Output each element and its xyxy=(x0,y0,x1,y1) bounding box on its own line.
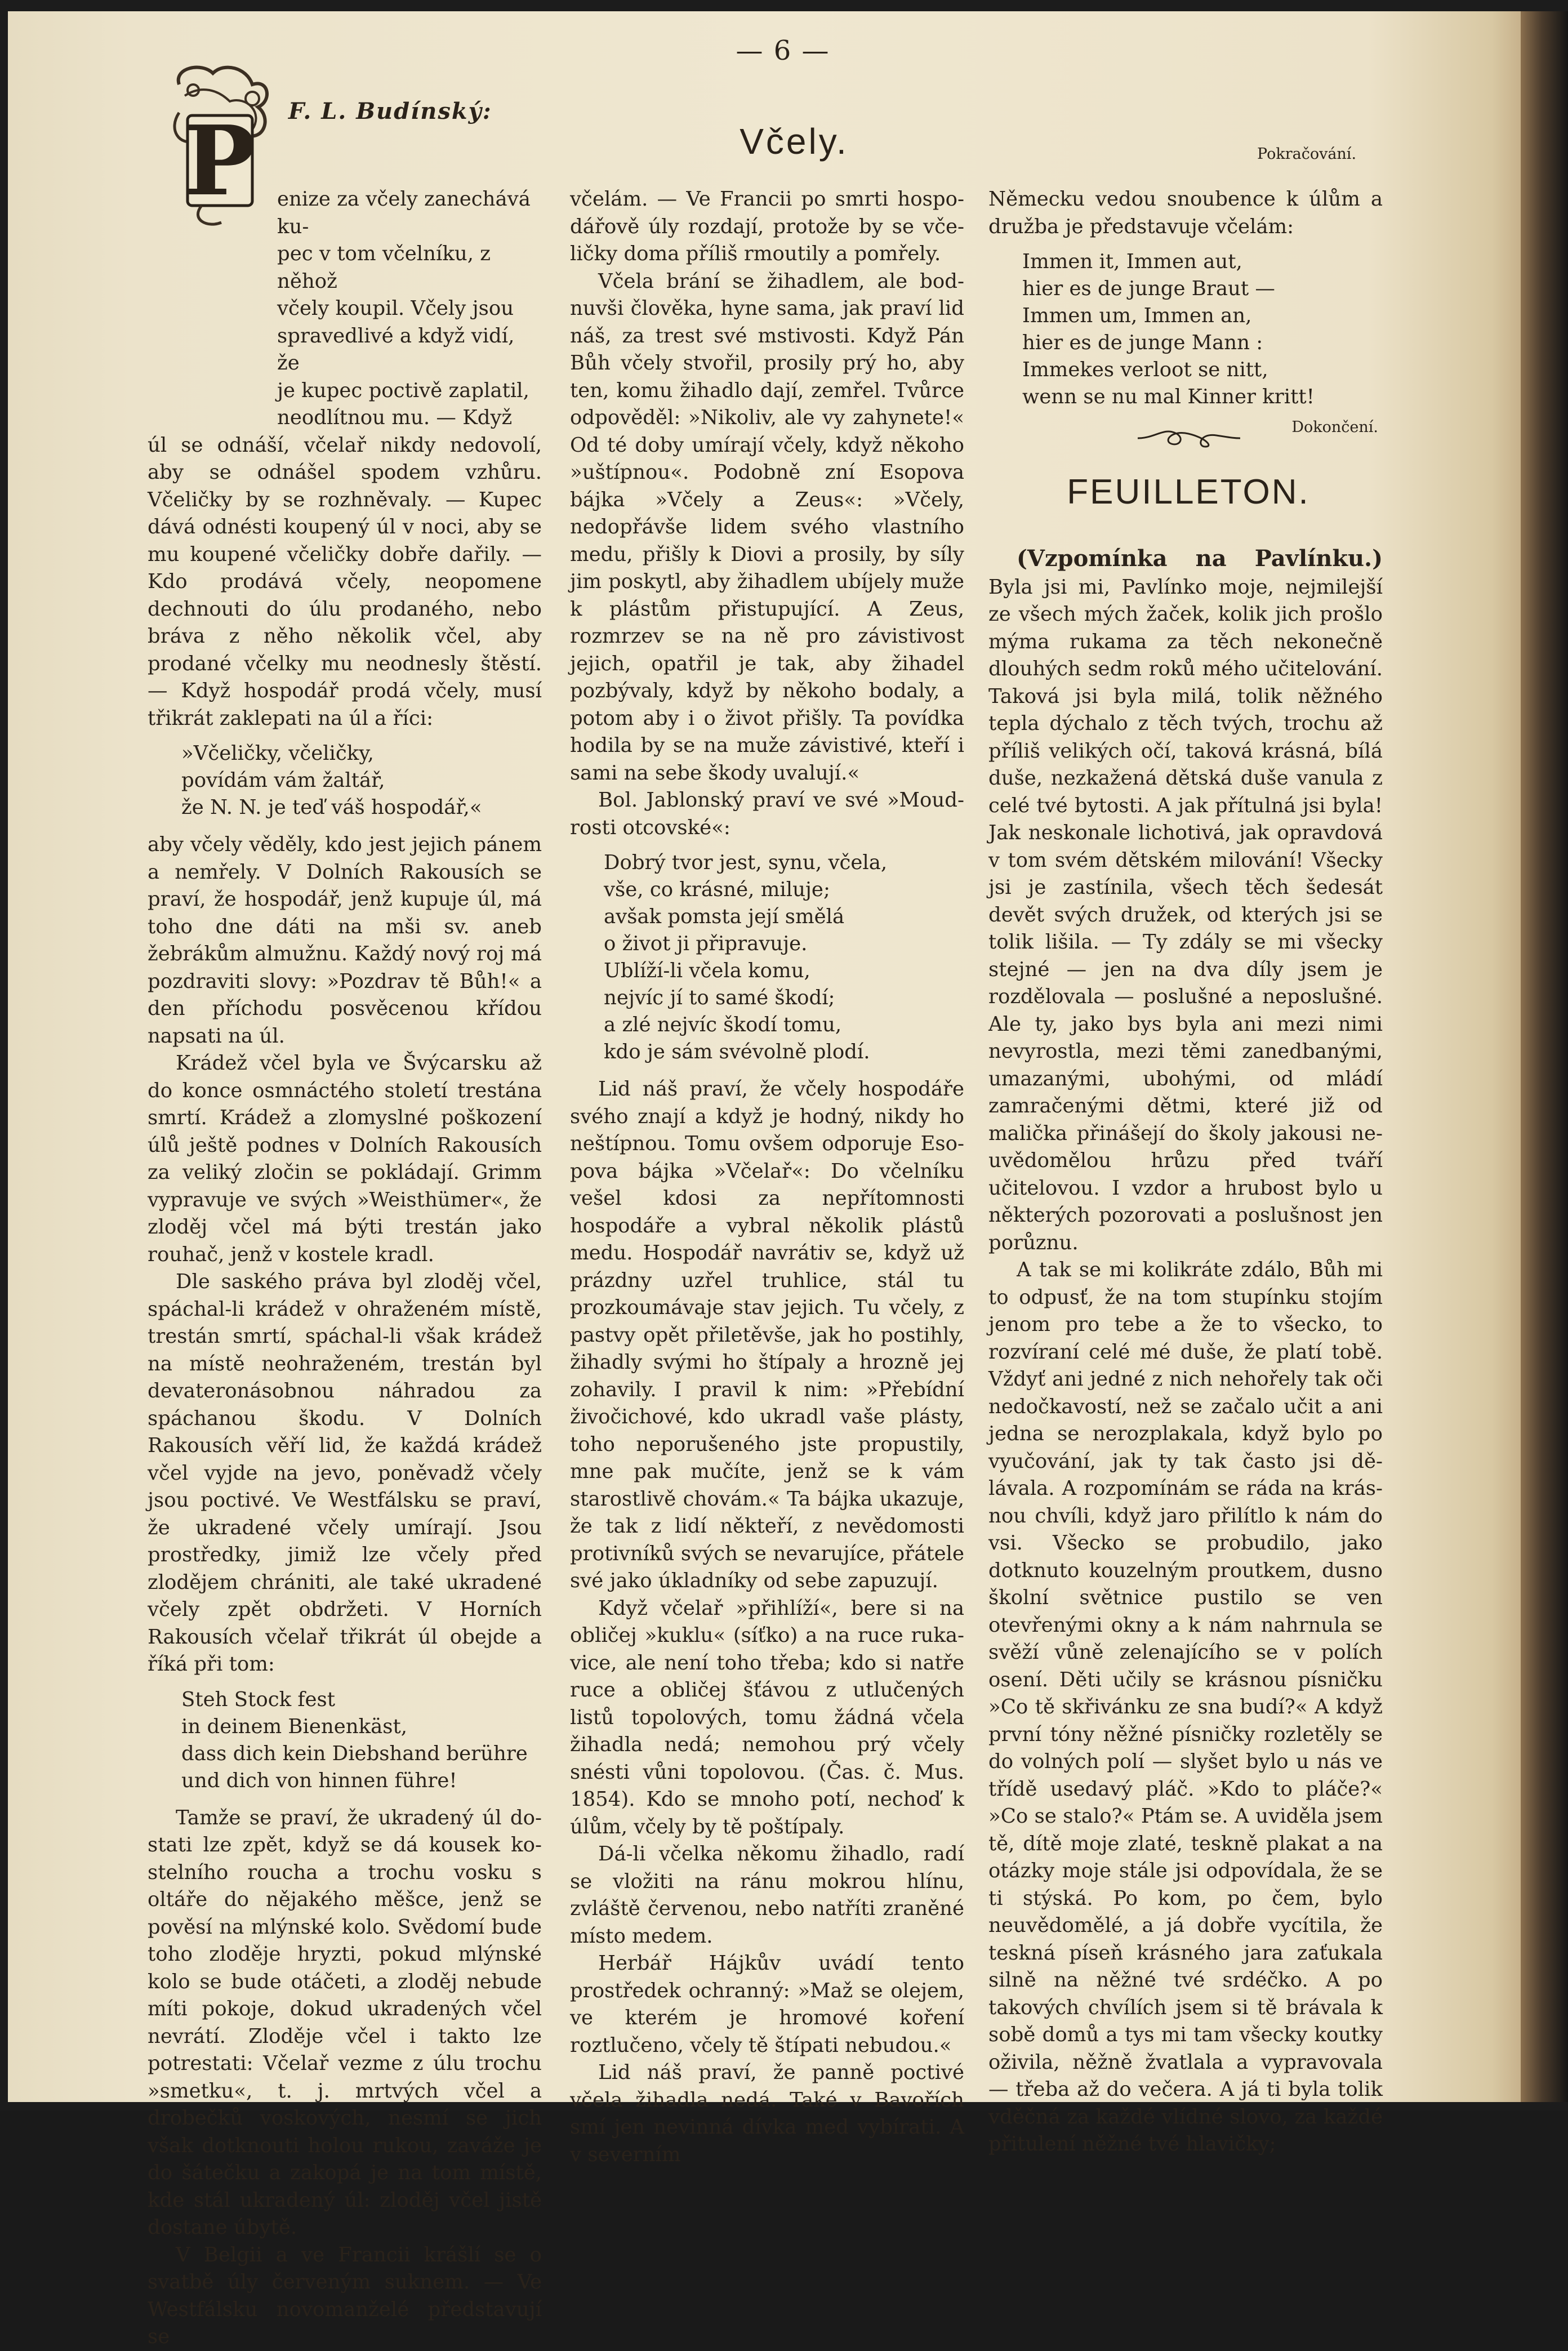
binding-edge xyxy=(1521,11,1568,2102)
intro-line: neodlítnou mu. — Když xyxy=(277,406,513,429)
verse-line: Immen it, Immen aut, xyxy=(1022,250,1242,273)
verse-line: und dich von hinnen führe! xyxy=(181,1769,457,1792)
concluded-label: Dokončení. xyxy=(1291,418,1378,436)
paragraph: Německu vedou snoubence k úlům a družba je představuje včelám: xyxy=(988,188,1383,238)
paragraph: Včela brání se žihadlem, ale bodnuvši člověka, hyne sama, jak praví lid náš, za trest své mstivosti. Když Pán Bůh včely stvořil, prosily prý ho, aby ten, komu žihadlo dají, zemřel. Tvůrce odpověděl: »Nikoliv, ale vy zahynete!« Od té doby umírají včely, když někoho »uštípnou«. Podobně zní Esopova bájka »Včely a Zeus«: »Včely, nedopřávše lidem svého vlastního medu, přišly k Diovi a prosily, by síly jim poskytl, aby žihadlem ubíjely muže k plástům přistupující. A Zeus, rozmrzev se na ně pro závistivost jejich, opatřil je tak, aby žihadel pozbývaly, když by někoho bodaly, a potom aby i o život přišly. Ta povídka hodila by se na muže závistivé, kteří i sami na sebe škody uvalují.« xyxy=(570,269,964,785)
feuilleton-column xyxy=(988,545,1383,2158)
paragraph: úl se odnáší, včelař nikdy nedovolí, aby se odnášel spodem vzhůru. Včeličky by se rozhněvaly. — Kupec dává odnésti koupený úl v noci, aby se mu koupené včeličky dobře dařily. — Kdo prodává včely, neopomene dechnouti do úlu prodaného, nebo bráva z něho několik včel, aby prodané včelky mu neodnesly štěstí. — Když hospodář prodá včely, musí třikrát zaklepati na úl a říci: xyxy=(148,433,542,730)
verse-line: dass dich kein Diebshand berühre xyxy=(181,1742,528,1765)
paragraph: Lid náš praví, že včely hospodáře svého znají a když je hodný, nikdy ho neštípnou. Tomu ovšem odporuje Esopova bájka »Včelař«: Do včelníku vešel kdosi za nepřítomnosti hospodáře a vybral několik plástů medu. Hospodář navrátiv se, když už prázdny uzřel truhlice, stál tu prozkoumávaje stav jejich. Tu včely, z pastvy opět přiletěvše, jak ho postihly, žihadly svými ho štípaly a hrozně jej zohavily. I pravil k nim: »Přebídní živočichové, kdo ukradl vaše plásty, toho neporušeného jste propustily, mne pak mučíte, jenž se k vám starostlivě chovám.« Ta bájka ukazuje, že tak z lidí někteří, z nevědomosti protivníků svých se nevarujíce, přátele své jako úkladníky od sebe zapuzují. xyxy=(570,1077,964,1592)
feuilleton-title: (Vzpomínka na Pavlínku.) xyxy=(1017,545,1383,572)
paragraph: Lid náš praví, že panně poctivé včela žihadla nedá. Také v Bavořích smí jen nevinná dívka med vybírati. A v severním xyxy=(570,2061,964,2166)
verse-line: »Včeličky, včeličky, xyxy=(181,742,374,765)
paragraph: Krádež včel byla ve Švýcarsku až do konce osmnáctého století trestána smrtí. Krádež a zlomyslné poškození úlů ještě podnes v Dolních Rakousích za veliký zločin se pokládají. Grimm vypravuje ve svých »Weisthümer«, že zloděj včel má býti trestán jako rouhač, jenž v kostele kradl. xyxy=(148,1052,542,1266)
paragraph: Když včelař »přihlíží«, bere si na obličej »kuklu« (síťko) a na ruce rukavice, ale není toho třeba; kdo si natře ruce a obličej šťávou z utlučených listů topolových, tomu žádná včela žihadla nedá; nemohou prý včely snésti vůni topolovou. (Čas. č. Mus. 1854). Kdo se mnoho potí, nechoď k úlům, včely by tě poštípaly. xyxy=(570,1596,964,1838)
verse-line: že N. N. je teď váš hospodář,« xyxy=(181,796,482,819)
verse-line: avšak pomsta její smělá xyxy=(604,905,845,928)
verse-line: Immekes verloot se nitt, xyxy=(1022,358,1268,381)
article-title: Včely. xyxy=(740,121,849,162)
paragraph xyxy=(988,545,1383,1257)
verse-line: nejvíc jí to samé škodí; xyxy=(604,986,835,1009)
intro-line: spravedlivé a když vidí, že xyxy=(277,324,515,375)
paragraph: A tak se mi kolikráte zdálo, Bůh mi to odpusť, že na tom stupínku stojím jenom pro tebe a že to všecko, to rozvíraní celé mé duše, že platí tobě. Vždyť ani jedné z nich nehořely tak oči nedočkavostí, než se začalo učit a ani jedna se nerozplakala, když bylo po vyučování, jak ty tak často jsi dělávala. A rozpomínám se ráda na krásnou chvíli, když jaro přilítlo k nám do vsi. Všecko se probudilo, jako dotknuto kouzelným proutkem, dusno školní světnice pustilo se ven otevřenými okny a k nám nahrnula se svěží vůně zelenajícího se v polích osení. Děti učily se krásnou písničku »Co tě skřivánku ze sna budí?« A když první tóny něžné písničky rozletěly se do volných polí — slyšet bylo u nás ve třídě usedavý pláč. »Kdo to pláče?« »Co se stalo?« Ptám se. A uviděla jsem tě, dítě moje zlaté, teskně plakat a na otázky moje stále jsi odpovídala, že se ti stýská. Po kom, po čem, bylo neuvědomělé, a já dobře vycítila, že teskná píseň krásného jara zaťukala silně na něžné tvé srdéčko. A po takových chvílích jsem si tě brávala k sobě domů a tys mi tam všecky koutky oživila, něžně žvatlala a vypravovala — třeba až do večera. A já ti byla tolik vděčná za každé vlídné slovo, za každé přitulení něžné tvé hlavičky; xyxy=(988,1258,1383,2156)
verse-line: wenn se nu mal Kinner kritt! xyxy=(1022,385,1315,408)
verse-line: Immen um, Immen an, xyxy=(1022,304,1252,327)
author-name: F. L. Budínský: xyxy=(288,98,492,124)
column-3 xyxy=(988,186,1383,438)
flourish-icon xyxy=(1132,421,1245,455)
dropcap-indented-lines xyxy=(277,186,542,432)
verse-line: o život ji připravuje. xyxy=(604,932,808,955)
verse-line: a zlé nejvíc škodí tomu, xyxy=(604,1013,842,1036)
paragraph-text: Byla jsi mi, Pavlínko moje, nejmilejší ze všech mých žaček, kolik jich prošlo mýma rukama za těch nekonečně dlouhých sedm roků mého učitelování. Taková jsi byla milá, tolik něžného tepla dýchalo z těch tvých, trochu až příliš velikých očí, taková krásná, bílá duše, nezkažená dětská duše vanula z celé tvé bytosti. A jak přítulná jsi byla! Jak neskonale lichotivá, jak opravdová v tom svém dětském milování! Všecky jsi je zastínila, všech těch šedesát devět svých družek, od kterých jsi se tolik lišila. — Ty zdály se mi všecky stejné — jen na dva díly jsem je rozdělovala — poslušné a neposlušné. Ale ty, jako bys byla ani mezi nimi nevyrostla, mezi těmi zanedbanými, umazanými, ubohými, od mládí zamračenými dětmi, které již od malička přinášejí do školy jakousi neuvědomělou hrůzu před tváří učitelovou. I vzdor a hrubost bylo u některých pozorovati a poslušnost jen porůznu. xyxy=(988,575,1383,1254)
verse-line: in deinem Bienenkäst, xyxy=(181,1715,408,1738)
paragraph: aby včely věděly, kdo jest jejich pánem a nemřely. V Dolních Rakousích se praví, že hospodář, jenž kupuje úl, má toho dne dáti na mši sv. aneb žebrákům almužnu. Každý nový roj má pozdraviti slovy: »Pozdrav tě Bůh!« a den příchodu posvěcenou křídou napsati na úl. xyxy=(148,833,542,1048)
section-heading: FEUILLETON. xyxy=(1067,473,1310,511)
verse-line: hier es de junge Mann : xyxy=(1022,331,1263,354)
paragraph: Herbář Hájkův uvádí tento prostředek ochranný: »Maž se olejem, ve kterém je hromové koření roztlučeno, včely tě štípati nebudou.« xyxy=(570,1952,964,2057)
intro-line: je kupec poctivě zaplatil, xyxy=(277,379,529,402)
paragraph: Dá-li včelka někomu žihadlo, radí se vložiti na ránu mokrou hlínu, zvláště červenou, nebo natříti zraněné místo medem. xyxy=(570,1842,964,1948)
verse-block xyxy=(181,1686,542,1795)
paragraph: V Belgii a ve Francii krášlí se o svatbě úly červeným suknem. — Ve Westfálsku novomanželé představují se xyxy=(148,2243,542,2348)
column-1 xyxy=(148,186,542,2351)
verse-block xyxy=(604,849,964,1066)
initial-letter-glyph: P xyxy=(184,105,256,217)
verse-line: kdo je sám svévolně plodí. xyxy=(604,1040,870,1063)
column-2 xyxy=(570,186,964,2169)
paragraph: Dle saského práva byl zloděj včel, spáchal-li krádež v ohraženém místě, trestán smrtí, spáchal-li však krádež na místě neohraženém, trestán byl devateronásobnou náhradou za spáchanou škodu. V Dolních Rakousích věří lid, že každá krádež včel vyjde na jevo, poněvadž včely jsou poctivé. Ve Westfálsku se praví, že ukradené včely umírají. Jsou prostředky, jimiž lze včely před zlodějem chrániti, ale také ukradené včely zpět obdržeti. V Horních Rakousích včelař třikrát úl obejde a říká při tom: xyxy=(148,1270,542,1676)
paragraph: Tamže se praví, že ukradený úl dostati lze zpět, když se dá kousek kostelního roucha a trochu vosku s oltáře do nějakého měšce, jenž se pověsí na mlýnské kolo. Svědomí bude toho zloděje hryzti, pokud mlýnské kolo se bude otáčeti, a zloděj nebude míti pokoje, dokud ukradených včel nevrátí. Zloděje včel i takto lze potrestati: Včelař vezme z úlu trochu »smetku«, t. j. mrtvých včel a drobečků voskových, nesmí se jich však dotknouti holou rukou, zaváže je do šátečku a zakopá je na tom místě, kde stál ukradený úl: zloděj včel jistě dostane úbytě. xyxy=(148,1806,542,2239)
continued-label: Pokračování. xyxy=(1257,145,1357,163)
intro-line: enize za včely zanechává ku- xyxy=(277,188,531,238)
verse-line: vše, co krásné, miluje; xyxy=(604,878,830,901)
intro-line: pec v tom včelníku, z něhož xyxy=(277,242,491,293)
paragraph: včelám. — Ve Francii po smrti hospodářově úly rozdají, protože by se včeličky doma příliš rmoutily a pomřely. xyxy=(570,188,964,265)
verse-line: Dobrý tvor jest, synu, včela, xyxy=(604,851,888,874)
verse-line: Ublíží-li včela komu, xyxy=(604,959,810,982)
intro-line: včely koupil. Včely jsou xyxy=(277,297,514,320)
verse-line: Steh Stock fest xyxy=(181,1687,336,1711)
paragraph: Bol. Jablonský praví ve své »Moudrosti otcovské«: xyxy=(570,789,964,839)
section-divider-ornament xyxy=(1132,421,1245,455)
verse-line: hier es de junge Braut — xyxy=(1022,277,1275,300)
page-number: — 6 — xyxy=(736,35,830,66)
verse-block xyxy=(1022,248,1383,411)
verse-block xyxy=(181,740,542,821)
verse-line: povídám vám žaltář, xyxy=(181,769,385,792)
